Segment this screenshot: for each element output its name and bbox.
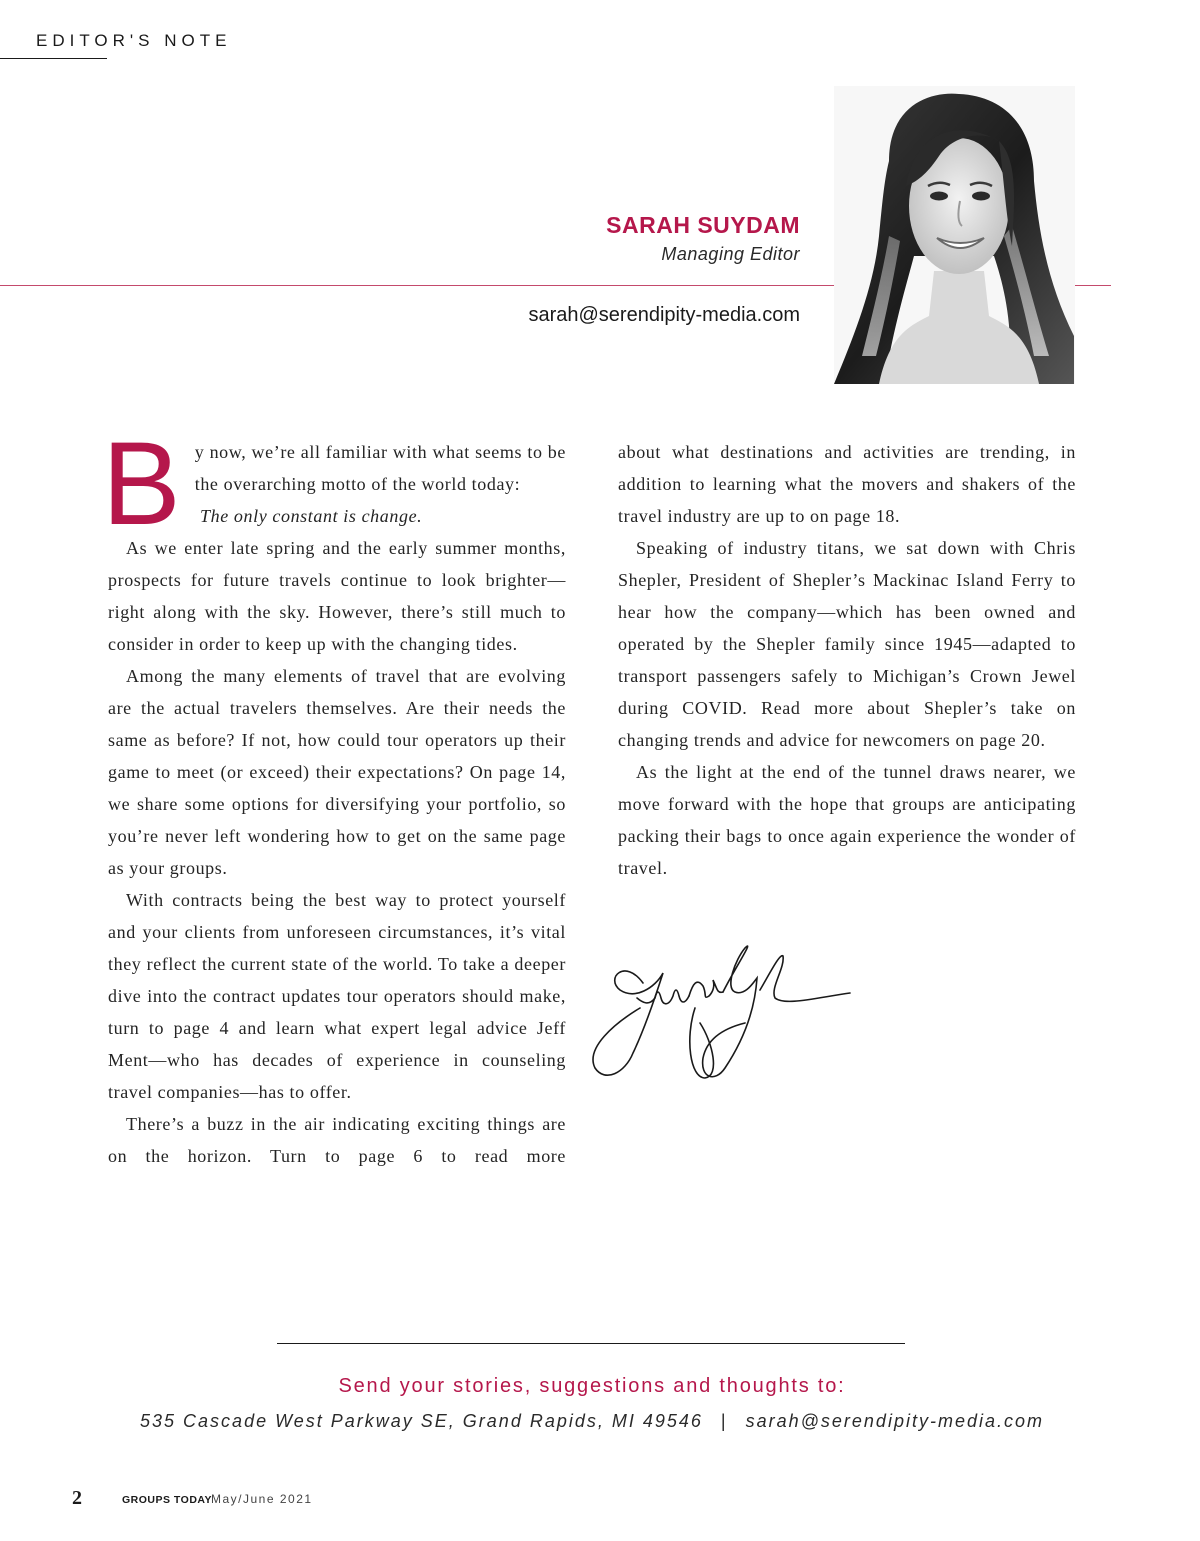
publication-name: GROUPS TODAY [122,1494,213,1506]
paragraph: Speaking of industry titans, we sat down with Chris Shepler, President of Shepler’s Mackinac Island Ferry to hear how the company—which has been owned and operated by the Shepler family since 1945—adapted to transport passengers safely to Michigan’s Crown Jewel during COVID. Read more about Shepler’s take on changing trends and advice for newcomers on page 20. [618,538,1076,750]
issue-date: May/June 2021 [211,1492,313,1506]
editor-signature [585,928,865,1088]
header-divider-left [0,285,834,286]
page-number: 2 [72,1487,82,1509]
intro-text: y now, we’re all familiar with what seems to be the overarching motto of the world today: [194,442,566,494]
footer-contact [0,1411,1184,1432]
paragraph: As the light at the end of the tunnel draws nearer, we move forward with the hope that groups are anticipating packing their bags to once again experience the wonder of travel. [618,762,1076,878]
paragraph-intro [102,418,566,550]
paragraph: As we enter late spring and the early summer months, prospects for future travels continue to look brighter—right along with the sky. However, there’s still much to consider in order to keep up with the changing tides. [108,538,566,654]
footer-divider [277,1343,905,1344]
footer-address: 535 Cascade West Parkway SE, Grand Rapids, MI 49546 [140,1411,703,1431]
signature-image [585,928,865,1088]
article-column-left [102,418,566,1172]
paragraph: There’s a buzz in the air indicating exciting things are on the horizon. Turn to page 6 to read more [108,1114,566,1166]
author-email: sarah@serendipity-media.com [528,304,800,326]
author-role: Managing Editor [661,244,800,264]
paragraph: about what destinations and activities are trending, in addition to learning what the movers and shakers of the travel industry are up to on page 18. [618,442,1076,526]
motto-quote: The only constant is change. [200,506,423,526]
paragraph: Among the many elements of travel that are evolving are the actual travelers themselves. Are their needs the same as before? If not, how could tour operators up their game to meet (or exceed) their expectations? On page 14, we share some options for diversifying your portfolio, so you’re never left wondering how to get on the same page as your groups. [108,666,566,878]
footer-email[interactable]: sarah@serendipity-media.com [745,1411,1044,1431]
footer-separator: | [720,1411,728,1431]
author-photo [834,86,1075,384]
header-divider-right [1075,285,1111,286]
portrait-image [834,86,1075,384]
article-column-right [618,436,1076,884]
footer-prompt: Send your stories, suggestions and thoughts to: [338,1375,846,1397]
section-divider [0,58,107,59]
paragraph: With contracts being the best way to protect yourself and your clients from unforeseen circumstances, it’s vital they reflect the current state of the world. To take a deeper dive into the contract updates tour operators should make, turn to page 4 and learn what expert legal advice Jeff Ment—who has decades of experience in counseling travel companies—has to offer. [108,890,566,1102]
section-label: EDITOR'S NOTE [36,31,232,50]
author-name: SARAH SUYDAM [606,212,800,238]
drop-cap: B [102,418,181,550]
